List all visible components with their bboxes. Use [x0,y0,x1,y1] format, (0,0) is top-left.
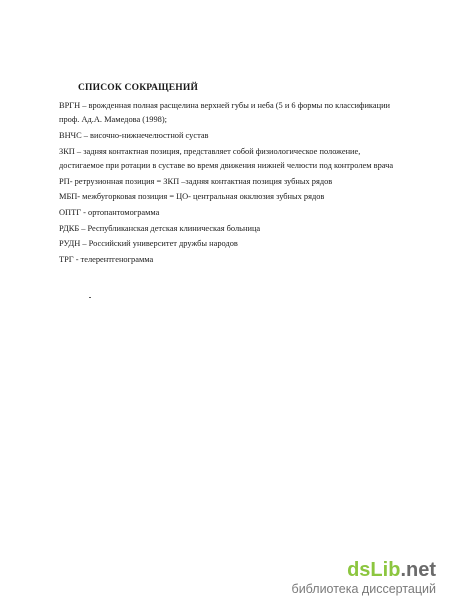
watermark-subtitle: библиотека диссертаций [291,582,436,596]
abbreviation-line: ВНЧС – височно-нижнечелюстной сустав [59,131,209,140]
abbreviation-line: МБП- межбугорковая позиция = ЦО- центральная окклюзия зубных рядов [59,192,325,201]
abbreviation-line: РУДН – Российский университет дружбы народов [59,239,238,248]
abbreviation-line: ЗКП – задняя контактная позиция, представляет собой физиологическое положение, [59,147,361,156]
logo-suffix: .net [400,559,436,581]
abbreviation-line: РДКБ – Республиканская детская клиническая больница [59,224,261,233]
dslib-logo [292,559,436,581]
logo-brand: dsLib [347,559,401,581]
abbreviation-line: проф. Ад.А. Мамедова (1998); [59,115,167,124]
stray-dot [89,297,91,298]
dslib-watermark [292,559,436,596]
document-heading: СПИСОК СОКРАЩЕНИЙ [78,83,199,93]
abbreviation-line: достигаемое при ротации в суставе во время движения нижней челюсти под контролем врача [59,161,394,170]
abbreviation-line: РП- ретрузионная позиция = ЗКП –задняя контактная позиция зубных рядов [59,177,333,186]
abbreviation-line: ВРГН – врожденная полная расщелина верхней губы и неба (5 и 6 формы по классификации [59,101,391,110]
abbreviation-line: ТРГ - телерентгенограмма [59,255,154,264]
abbreviation-line: ОПТГ - ортопантомограмма [59,208,160,217]
